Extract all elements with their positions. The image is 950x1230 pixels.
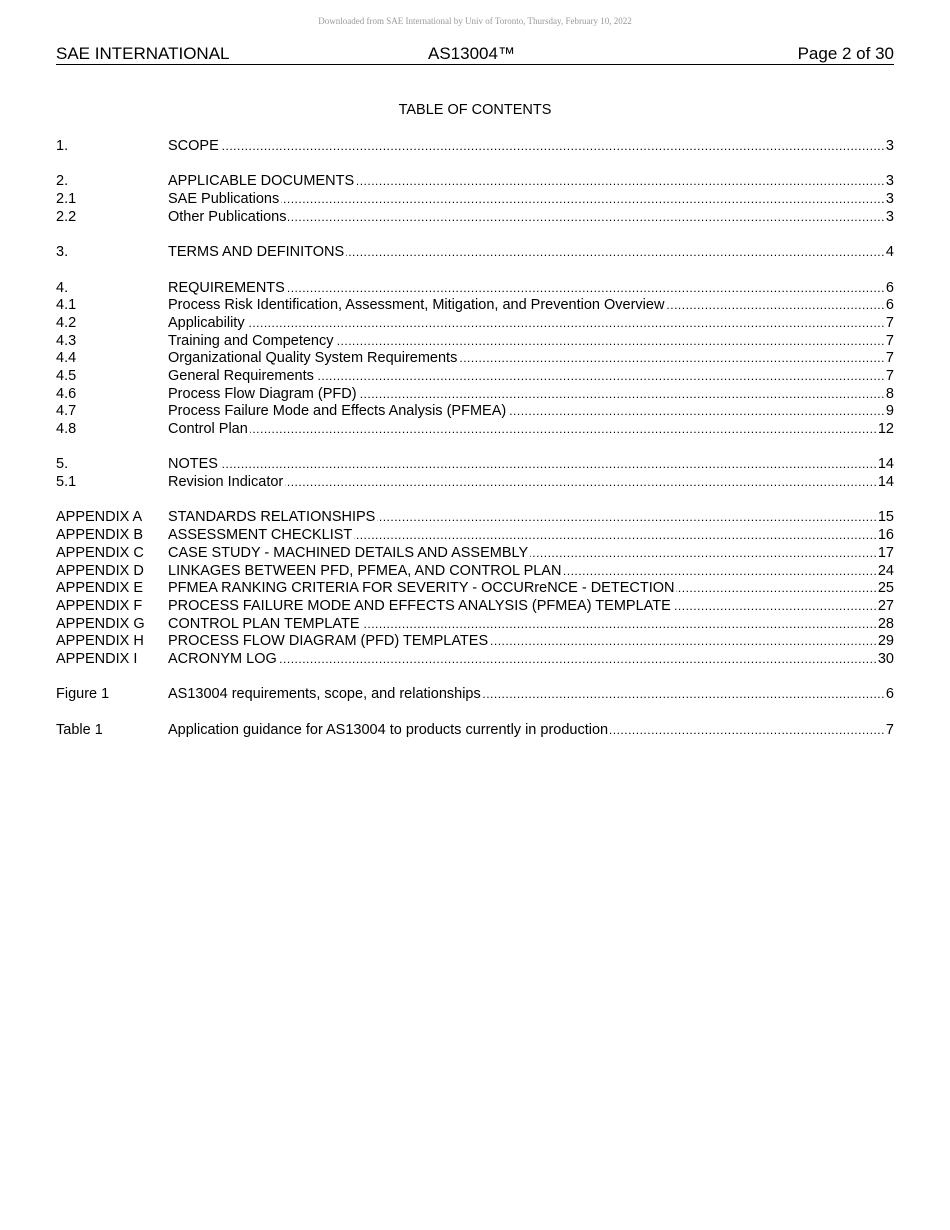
toc-entry-page: 7 [885, 721, 894, 738]
toc-entry-page: 25 [877, 580, 894, 597]
toc-entry-title [168, 527, 876, 545]
toc-entry[interactable] [56, 722, 894, 740]
toc-entry-title [168, 244, 884, 262]
toc-entry[interactable] [56, 509, 894, 527]
toc-entry-number: APPENDIX D [56, 562, 144, 579]
toc-entry[interactable] [56, 633, 894, 651]
toc-entry[interactable] [56, 350, 894, 368]
toc-entry-title-text: Process Failure Mode and Effects Analysis (PFMEA) [168, 403, 507, 420]
toc-group [56, 722, 894, 740]
toc-entry-title [168, 297, 884, 315]
toc-entry-page: 3 [885, 138, 894, 154]
toc-entry-title [168, 686, 884, 704]
toc-entry-page: 16 [877, 527, 894, 544]
toc-entry-title-text: Control Plan [168, 421, 248, 437]
toc-entry-page: 27 [877, 597, 894, 614]
toc-entry-number: APPENDIX G [56, 615, 145, 632]
toc-group [56, 456, 894, 491]
toc-entry-title [168, 173, 884, 191]
header-org: SAE INTERNATIONAL [56, 44, 230, 63]
toc-entry-title [168, 598, 876, 616]
toc-group [56, 280, 894, 439]
toc-entry-page: 6 [885, 686, 894, 703]
toc-entry-title [168, 280, 884, 298]
toc-entry-number: 4.2 [56, 314, 77, 331]
toc-entry[interactable] [56, 333, 894, 351]
toc-entry-page: 4 [885, 244, 894, 261]
toc-entry[interactable] [56, 403, 894, 421]
toc-entry-number: 3. [56, 244, 69, 261]
toc-entry-title [168, 368, 884, 386]
toc-entry-title [168, 633, 876, 651]
toc-entry[interactable] [56, 280, 894, 298]
toc-entry-title-text: ACRONYM LOG [168, 650, 277, 667]
toc-entry-title-text: PROCESS FLOW DIAGRAM (PFD) TEMPLATES [168, 633, 489, 650]
toc-entry-title-text: ASSESSMENT CHECKLIST [168, 527, 353, 544]
toc-entry-title [168, 138, 884, 156]
toc-entry-title [168, 456, 876, 474]
toc-entry-number: APPENDIX I [56, 650, 138, 667]
toc-entry-number: 1. [56, 138, 69, 154]
toc-entry-number: 5. [56, 456, 69, 473]
toc-entry-number: APPENDIX E [56, 580, 144, 597]
toc-entry-number: 4. [56, 279, 69, 296]
toc-entry-title [168, 722, 884, 740]
toc-entry-title [168, 651, 876, 669]
toc-entry[interactable] [56, 421, 894, 439]
toc-entry-page: 7 [885, 350, 894, 367]
toc-entry-title-text: Organizational Quality System Requirements [168, 350, 458, 367]
toc-entry[interactable] [56, 598, 894, 616]
toc-entry-title-text: PFMEA RANKING CRITERIA FOR SEVERITY - OCCURreNCE - DETECTION [168, 580, 675, 597]
toc-entry-title-text: CASE STUDY - MACHINED DETAILS AND ASSEMBLY [168, 544, 529, 561]
toc-entry-title-text: TERMS AND DEFINITONS [168, 244, 345, 261]
toc-entry[interactable] [56, 386, 894, 404]
toc-entry-number: 2.1 [56, 191, 77, 208]
toc-entry-title-text: SAE Publications [168, 191, 280, 208]
toc-entry-page: 24 [877, 562, 894, 579]
download-watermark: Downloaded from SAE International by Univ of Toronto, Thursday, February 10, 2022 [318, 16, 632, 26]
toc-entry-title-text: Revision Indicator [168, 474, 284, 491]
toc-entry-page: 7 [885, 332, 894, 349]
toc-entry-number: APPENDIX A [56, 509, 143, 526]
toc-entry-title-text: CONTROL PLAN TEMPLATE [168, 615, 360, 632]
toc-group [56, 244, 894, 262]
toc-entry-title-text: Training and Competency [168, 332, 334, 349]
toc-entry-title-text: STANDARDS RELATIONSHIPS [168, 509, 376, 526]
toc-entry-page: 17 [877, 544, 894, 561]
toc-entry[interactable] [56, 474, 894, 492]
toc-entry-page: 29 [877, 633, 894, 650]
toc-entry-title-text: AS13004 requirements, scope, and relationships [168, 686, 481, 703]
toc-group [56, 509, 894, 668]
toc-entry-page: 3 [885, 173, 894, 190]
toc-entry-title [168, 209, 884, 227]
toc-entry-number: APPENDIX H [56, 633, 144, 650]
toc-entry-number: APPENDIX C [56, 544, 144, 561]
toc-entry-number: 4.8 [56, 421, 77, 437]
toc-entry-number: 4.3 [56, 332, 77, 349]
toc-entry-page: 8 [885, 385, 894, 402]
toc-entry[interactable] [56, 456, 894, 474]
toc-entry-title [168, 474, 876, 492]
toc-entry[interactable] [56, 686, 894, 704]
toc-entry-title-text: SCOPE [168, 138, 219, 154]
toc-entry-title-text: LINKAGES BETWEEN PFD, PFMEA, AND CONTROL PLAN [168, 562, 562, 579]
toc-entry-title [168, 509, 876, 527]
toc-entry-page: 9 [885, 403, 894, 420]
toc-entry-number: Table 1 [56, 721, 103, 738]
toc-entry-number: APPENDIX B [56, 527, 144, 544]
toc-entry-page: 30 [877, 650, 894, 667]
toc-entry-title-text: Other Publications [168, 208, 287, 225]
toc-entry-page: 15 [877, 509, 894, 526]
toc-entry-number: 4.6 [56, 385, 77, 402]
toc-group [56, 138, 894, 156]
table-of-contents [56, 138, 894, 757]
toc-entry-number: 4.7 [56, 403, 77, 420]
toc-entry-number: 2.2 [56, 208, 77, 225]
header-page-number: Page 2 of 30 [797, 44, 894, 63]
toc-entry-page: 14 [877, 474, 894, 491]
toc-entry-page: 3 [885, 208, 894, 225]
toc-entry[interactable] [56, 191, 894, 209]
toc-entry[interactable] [56, 368, 894, 386]
toc-entry[interactable] [56, 209, 894, 227]
toc-entry-title [168, 386, 884, 404]
toc-entry[interactable] [56, 651, 894, 669]
toc-entry-title-text: Process Flow Diagram (PFD) [168, 385, 357, 402]
toc-entry[interactable] [56, 173, 894, 191]
toc-entry-number: APPENDIX F [56, 597, 143, 614]
toc-entry-title [168, 580, 876, 598]
toc-entry[interactable] [56, 527, 894, 545]
toc-entry-page: 7 [885, 314, 894, 331]
toc-entry[interactable] [56, 563, 894, 581]
toc-entry-number: 4.1 [56, 297, 77, 314]
toc-entry-number: 5.1 [56, 474, 77, 491]
toc-entry[interactable] [56, 616, 894, 634]
toc-entry-number: 2. [56, 173, 69, 190]
toc-entry-number: 4.4 [56, 350, 77, 367]
toc-entry-title [168, 191, 884, 209]
toc-title: TABLE OF CONTENTS [398, 102, 552, 118]
toc-entry-page: 7 [885, 367, 894, 384]
toc-entry-title-text: NOTES [168, 456, 218, 473]
toc-entry-page: 12 [877, 421, 894, 437]
toc-entry[interactable] [56, 297, 894, 315]
toc-entry[interactable] [56, 580, 894, 598]
toc-entry-title-text: REQUIREMENTS [168, 279, 285, 296]
toc-entry-title [168, 403, 884, 421]
toc-entry-title-text: APPLICABLE DOCUMENTS [168, 173, 355, 190]
toc-entry-page: 14 [877, 456, 894, 473]
toc-entry-title-text: Application guidance for AS13004 to products currently in production [168, 721, 609, 738]
toc-entry-page: 6 [885, 297, 894, 314]
toc-entry-title-text: PROCESS FAILURE MODE AND EFFECTS ANALYSIS (PFMEA) TEMPLATE [168, 597, 671, 614]
toc-entry[interactable] [56, 138, 894, 156]
toc-entry-title [168, 315, 884, 333]
toc-group [56, 686, 894, 704]
toc-entry-page: 28 [877, 615, 894, 632]
toc-entry-title-text: General Requirements [168, 367, 314, 384]
toc-entry-page: 6 [885, 279, 894, 296]
toc-entry-title-text: Applicability [168, 314, 245, 331]
toc-entry-page: 3 [885, 191, 894, 208]
header-doc-number: AS13004™ [428, 44, 515, 63]
toc-group [56, 173, 894, 226]
page-header [56, 44, 894, 65]
toc-entry-title [168, 563, 876, 581]
toc-entry-title-text: Process Risk Identification, Assessment, Mitigation, and Prevention Overview [168, 297, 665, 314]
toc-entry-title [168, 333, 884, 351]
toc-entry-number: Figure 1 [56, 686, 110, 703]
toc-entry[interactable] [56, 545, 894, 563]
toc-entry[interactable] [56, 315, 894, 333]
toc-entry-title [168, 421, 876, 439]
toc-entry[interactable] [56, 244, 894, 262]
toc-entry-title [168, 545, 876, 563]
toc-entry-title [168, 350, 884, 368]
toc-entry-number: 4.5 [56, 367, 77, 384]
toc-entry-title [168, 616, 876, 634]
